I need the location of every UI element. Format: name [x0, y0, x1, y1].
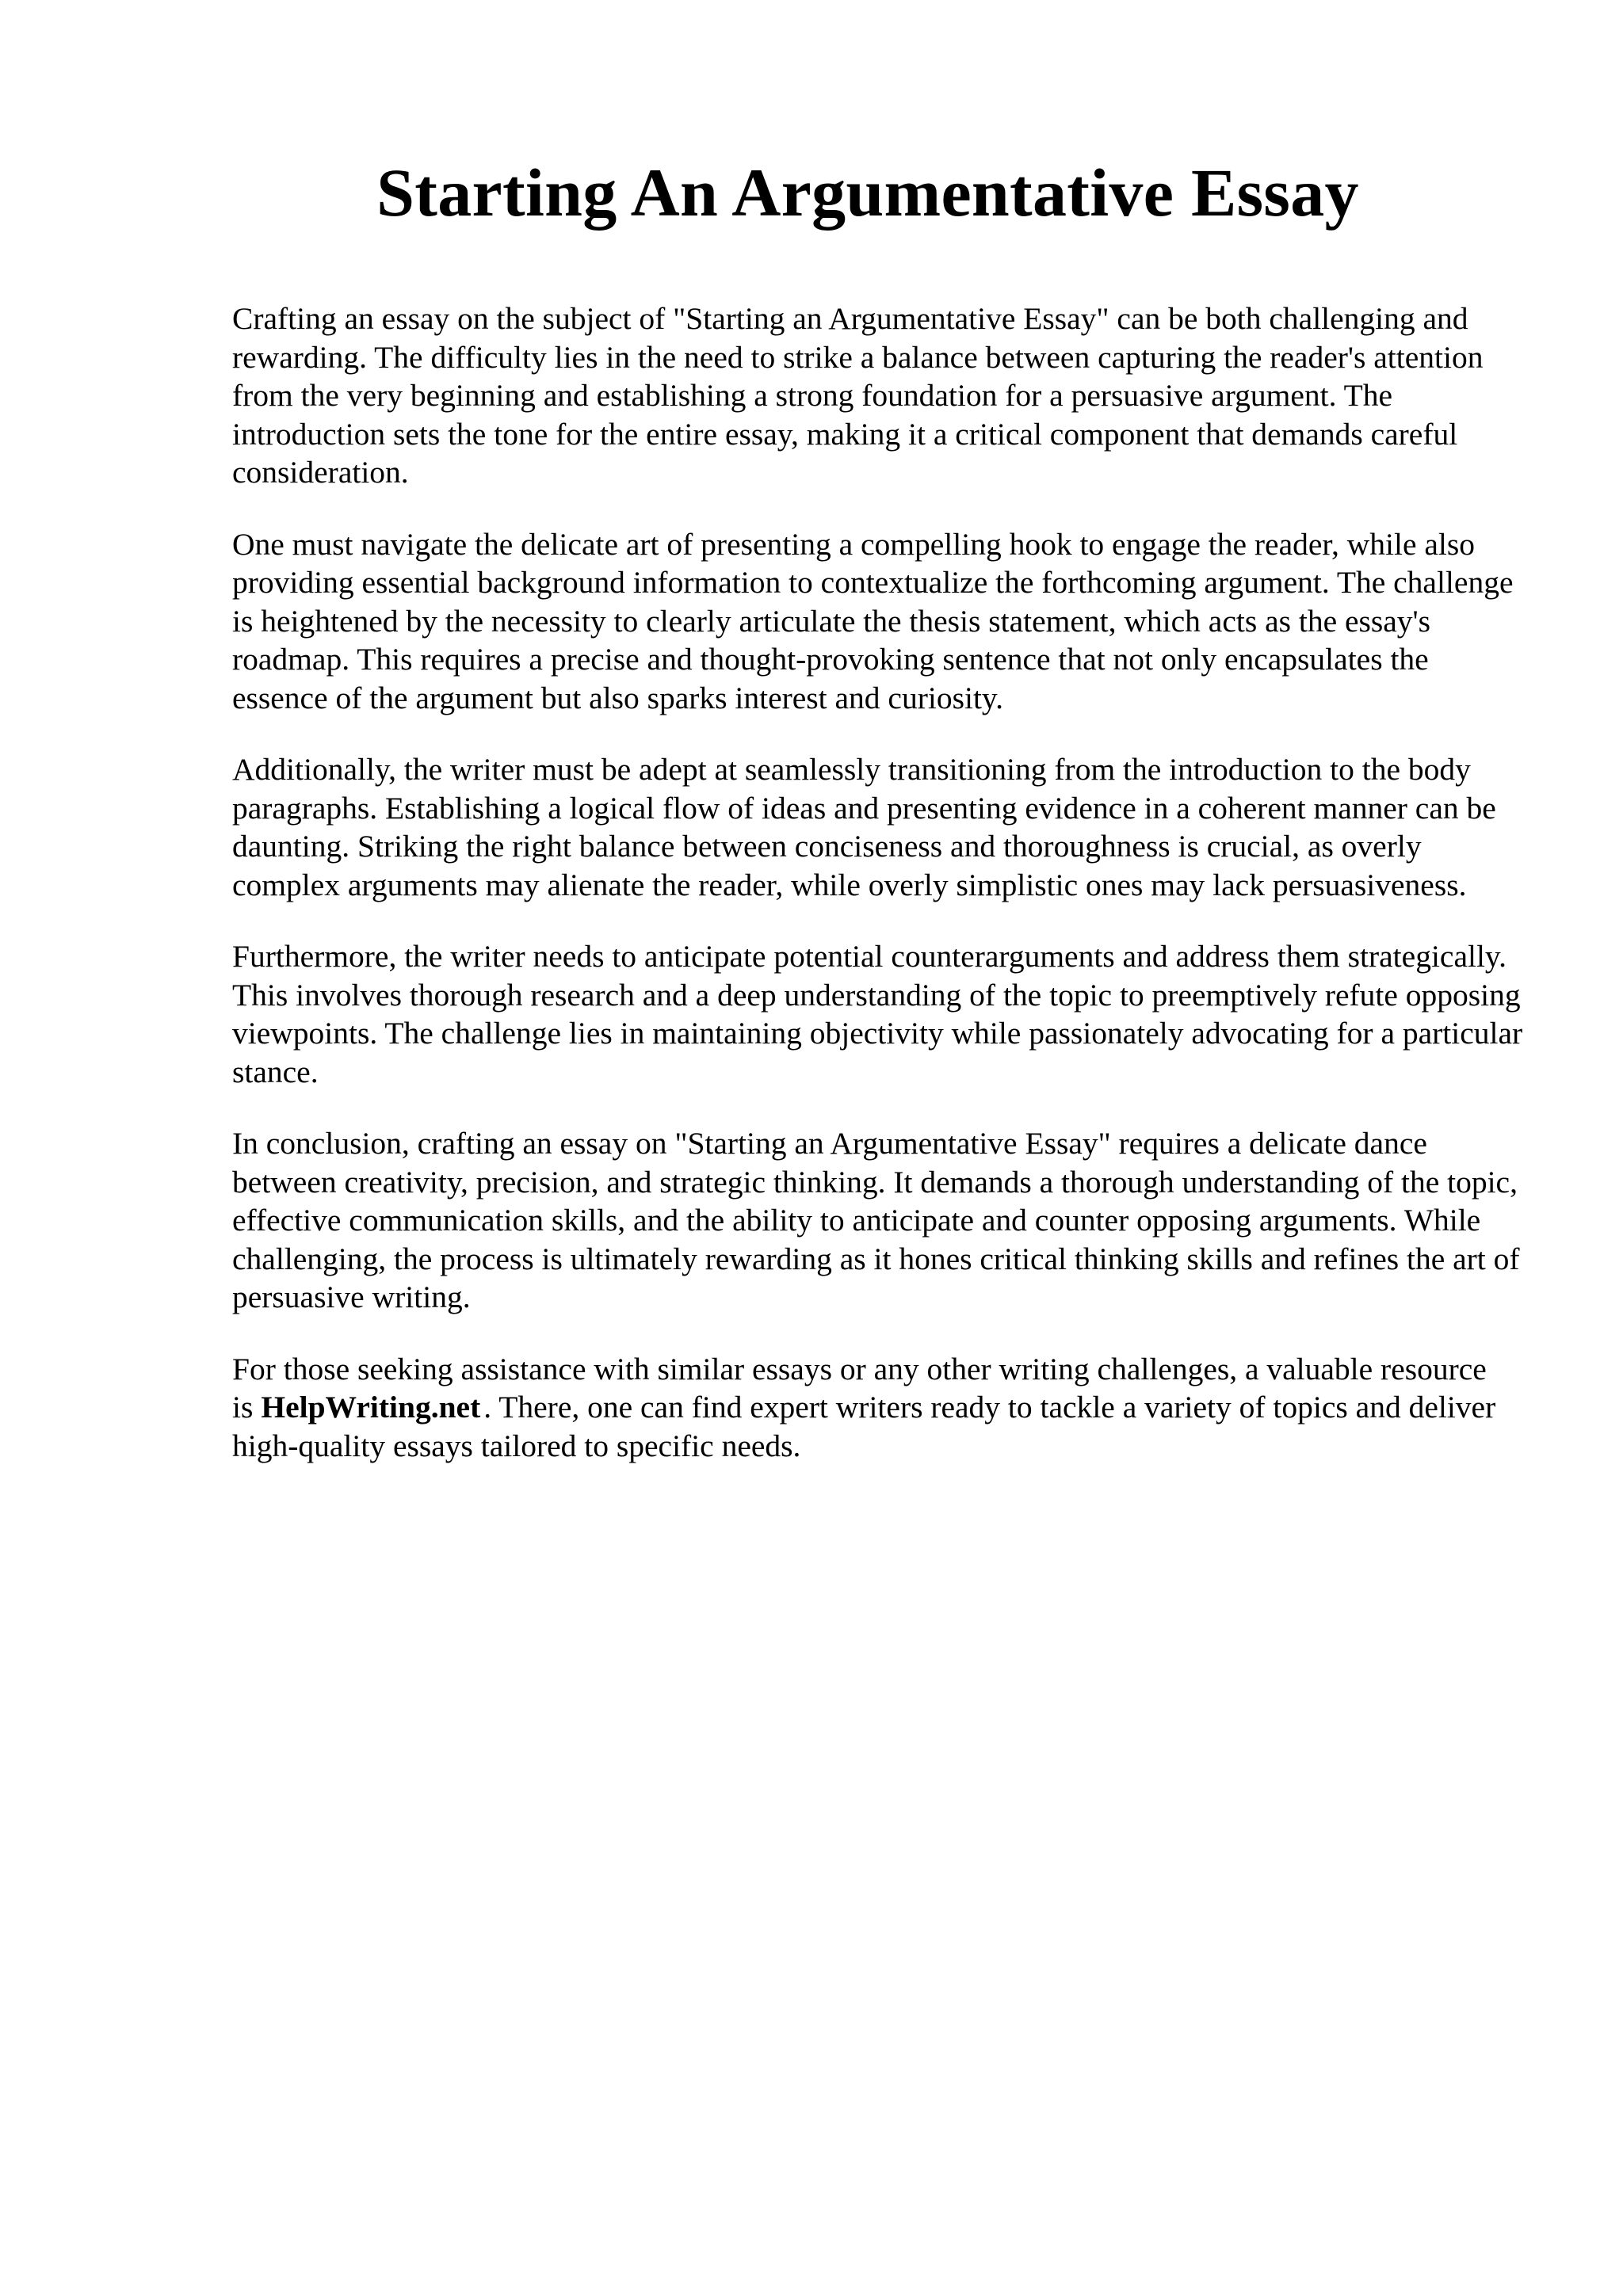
- paragraph-4: Furthermore, the writer needs to anticipate potential counterarguments and address them strategically. This involves thorough research and a deep understanding of the topic to preemptively refute opposing viewpoints. The challenge lies in maintaining objectivity while passionately advocating for a particular stance.: [232, 939, 1523, 1089]
- paragraph-3: Additionally, the writer must be adept at seamlessly transitioning from the introduction to the body paragraphs. Establishing a logical flow of ideas and presenting evidence in a coherent manner can be daunting. Striking the right balance between conciseness and thoroughness is crucial, as overly complex arguments may alienate the reader, while overly simplistic ones may lack persuasiveness.: [232, 752, 1496, 902]
- closing-text-after-link: . There, one can find expert writers ready to tackle a variety of topics and deliver high-quality essays tailored to specific needs.: [232, 1390, 1496, 1463]
- closing-paragraph: [232, 1350, 1532, 1466]
- paragraph-5: In conclusion, crafting an essay on "Starting an Argumentative Essay" requires a delicate dance between creativity, precision, and strategic thinking. It demands a thorough understanding of the topic, effective communication skills, and the ability to anticipate and counter opposing arguments. While challenging, the process is ultimately rewarding as it hones critical thinking skills and refines the art of persuasive writing.: [232, 1126, 1520, 1314]
- essay-body: [232, 299, 1532, 1498]
- paragraph-1: Crafting an essay on the subject of "Starting an Argumentative Essay" can be both challenging and rewarding. The difficulty lies in the need to strike a balance between capturing the reader's attention from the very beginning and establishing a strong foundation for a persuasive argument. The introduction sets the tone for the entire essay, making it a critical component that demands careful consideration.: [232, 301, 1484, 490]
- helpwriting-link[interactable]: HelpWriting.net: [261, 1390, 481, 1425]
- paragraph-2: One must navigate the delicate art of presenting a compelling hook to engage the reader, while also providing essential background information to contextualize the forthcoming argument. The challenge is heightened by the necessity to clearly articulate the thesis statement, which acts as the essay's roadmap. This requires a precise and thought-provoking sentence that not only encapsulates the essence of the argument but also sparks interest and curiosity.: [232, 526, 1514, 715]
- page-title: Starting An Argumentative Essay: [376, 154, 1359, 231]
- closing-text-before-link: For those seeking assistance with similar essays or any other writing challenges, a valuable resource is: [232, 1351, 1487, 1425]
